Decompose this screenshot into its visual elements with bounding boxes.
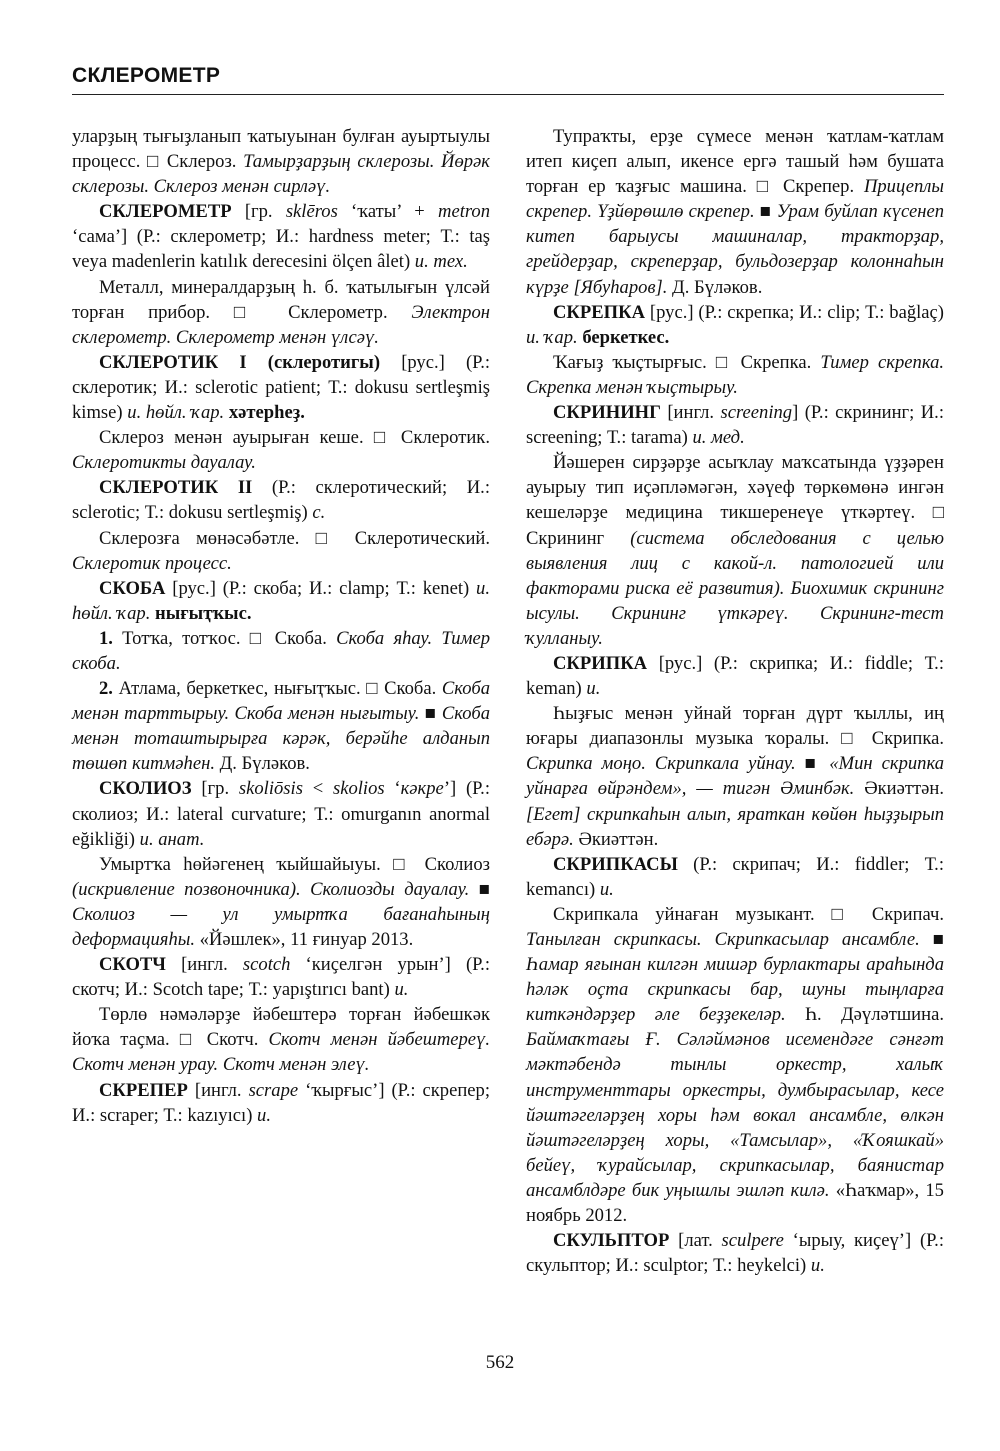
text-run: [рус.] (Р.: скоба; И.: clamp; Т.: kenet) (165, 577, 477, 599)
italic-text: sklēros (285, 201, 338, 223)
headword: СКЛЕРОМЕТР (99, 201, 232, 223)
italic-text: кәкре (400, 778, 444, 800)
text-run: Йәшерен сирҙәрҙе асыҡлау маҡсатында үҙҙәрен ауырыу тип иҫәпләмәгән, хәүеф төркөмөнә ингән кешеләрҙе медицина тикшеренеүе үткәртеү. □ Скрининг (526, 452, 944, 549)
text-run: [ингл. (187, 1079, 249, 1101)
text-run: ‘ҡырғыс’] (Р.: скрепер; И.: scraper; Т.: kazıyıcı) (72, 1079, 490, 1126)
dictionary-entry (526, 400, 944, 450)
italic-text: и. анат. (139, 828, 205, 850)
italic-text: и. (394, 979, 409, 1001)
text-run: Һыҙғыс менән уйнай торған дүрт ҡыллы, иң юғары диапазонлы музыка ҡоралы. □ Скрипка. (526, 703, 944, 750)
italic-text: «Мин скрипка уйнарға өйрәндем», — тигән Әминбәк. (526, 753, 944, 800)
italic-text: и. (257, 1104, 271, 1126)
italic-text: skoliōsis (238, 778, 303, 800)
entry-paragraph (72, 1002, 490, 1077)
entry-paragraph (526, 450, 944, 651)
entry-paragraph (72, 275, 490, 350)
italic-text: (искривление позвоночника). Сколиозды дауалау. (72, 878, 470, 900)
text-run: Скрипкала уйнаған музыкант. □ Скрипач. (553, 903, 944, 925)
text-run: ■ (795, 753, 830, 775)
headword: СКРИНИНГ (553, 402, 661, 424)
text-run: [ингл. (165, 954, 243, 976)
italic-text: и. (599, 878, 614, 900)
italic-text: с. (312, 502, 326, 524)
italic-text: Сколиоз — ул умыртҡа бағанаһының деформацияһы. (72, 903, 490, 950)
text-run: Д. Бүләков. (214, 753, 310, 775)
italic-text: Скоба менән тоташтырырға кәрәк, берәйһе алданып төшөп китмәһен. (72, 703, 490, 775)
italic-text: screening (720, 402, 793, 424)
text-run: [гр. (231, 201, 286, 223)
entry-paragraph (72, 425, 490, 475)
dictionary-entry (72, 776, 490, 851)
headword: СКРИПКАСЫ (553, 853, 678, 875)
dictionary-entry (72, 199, 490, 274)
italic-text: [Егет] скрипкаһын алып, яраткан көйөн һыҙҙырып ебәрә. (526, 803, 944, 850)
headword: СКУЛЬПТОР (553, 1230, 670, 1252)
entry-paragraph (72, 124, 490, 199)
text-run: «Һаҡмар», 15 ноябрь 2012. (526, 1179, 944, 1227)
text-run: < (302, 778, 333, 800)
headword: СКРЕПЕР (99, 1079, 188, 1101)
text-run: Склероз менән ауырыған кеше. □ Склеротик. (99, 427, 490, 449)
text-run: Д. Бүләков. (667, 276, 763, 298)
text-run: Әкиәттән. (573, 828, 659, 850)
italic-text: и. һөйл. ҡар. (72, 577, 490, 624)
italic-text: Склеротикты дауалау. (72, 452, 256, 474)
dictionary-entry (72, 350, 490, 425)
text-run: [лат. (669, 1230, 722, 1252)
italic-text: и. тех. (414, 251, 468, 273)
text-run: уларҙың тығыҙланып ҡатыуынан булған ауыртыулы процесс. □ Склероз. (72, 126, 490, 173)
italic-text: Скоба яһау. Тимер скоба. (72, 627, 490, 674)
bold-text: беркеткес. (582, 326, 670, 348)
entry-paragraph (526, 124, 944, 300)
text-run: Ҡағыҙ ҡыҫтырғыс. □ Скрепка. (553, 351, 821, 373)
text-run: [гр. (191, 778, 239, 800)
italic-text: scrape (248, 1079, 299, 1101)
italic-text: sculpere (721, 1230, 784, 1252)
headword: СКРЕПКА (553, 301, 646, 323)
text-run: Төрлө нәмәләрҙе йәбештерә торған йәбешкәк йоҡа таҫма. □ Скотч. (72, 1004, 490, 1051)
bold-text: 2. (99, 678, 113, 700)
italic-text: Скотч менән йәбештереү. Скотч менән урау. Скотч менән элеү. (72, 1029, 490, 1076)
italic-text: (система обследования с целью выявления лиц с какой-л. патологией или факторами риска её развития). Биохимик скрининг ысулы. Скрининг үткәреү. Скрининг-тест ҡулланыу. (526, 527, 944, 649)
italic-text: и. һөйл. ҡар. (127, 402, 225, 424)
entry-paragraph (526, 701, 944, 852)
running-head: СКЛЕРОМЕТР (72, 64, 221, 87)
text-run: Тотҡа, тотҡос. □ Скоба. (112, 627, 337, 649)
text-run: Умыртҡа һөйәгенең ҡыйшайыуы. □ Сколиоз (99, 853, 490, 875)
page-header (72, 64, 944, 95)
italic-text: Электрон склерометр. Склерометр менән үлсәү. (72, 301, 490, 348)
entry-paragraph (526, 350, 944, 400)
text-run: Металл, минералдарҙың һ. б. ҡатылығын үлсәй торған прибор. □ Склерометр. (72, 276, 490, 323)
text-run: ■ (419, 703, 442, 725)
dictionary-entry (526, 1228, 944, 1278)
italic-text: и. мед. (692, 427, 745, 449)
headword: СКРИПКА (553, 652, 648, 674)
entry-paragraph (72, 676, 490, 776)
dictionary-entry (72, 475, 490, 525)
headword: СКОБА (99, 577, 166, 599)
italic-text: Баймаҡтағы Ғ. Сәләймәнов исемендәге сәнғәт мәктәбендә тынлы оркестр, халыҡ инструменттары оркестры, думбырасылар, кесе йәштәгеләрҙең хоры һәм вокал ансамбле, өлкән йәштәгеләрҙең хоры, «Тамсылар», «Ҡояшкай» бейеү, ҡурайсылар, скрипкасылар, баянистар ансамблдәре бик уңышлы эшләп килә. (526, 1029, 944, 1201)
text-run: ‘ (384, 778, 401, 800)
italic-text: Урам буйлап күсенеп китеп барыусы машиналар, тракторҙар, грейдерҙар, скреперҙар, бульдозерҙар колоннаһын күрҙе [Ябуһаров]. (526, 201, 945, 298)
left-column (72, 124, 490, 1128)
italic-text: Һамар яғынан килгән мишәр бурлактары араһында һәләк оҫта скрипкасы бар, шуны тыңларға киткәндәрҙер әле беҙҙекеләр. (526, 954, 944, 1026)
bold-text: 1. (99, 627, 113, 649)
text-run: [ингл. (660, 402, 721, 424)
right-column (526, 124, 944, 1278)
italic-text: metron (438, 201, 491, 223)
text-run: ‘киҫелгән урын’] (Р.: скотч; И.: Scotch tape; Т.: yapıştırıcı bant) (72, 954, 490, 1001)
text-run: Әкиәттән. (854, 778, 944, 800)
bold-text: хәтерһеҙ. (228, 402, 305, 424)
italic-text: и. ҡар. (526, 326, 578, 348)
text-run: [рус.] (Р.: скрипка; И.: fiddle; Т.: keman) (526, 652, 944, 700)
italic-text: Скоба менән тарттырыу. Скоба менән нығытыу. (72, 678, 490, 725)
dictionary-entry (72, 1078, 490, 1128)
italic-text: и. (810, 1255, 825, 1277)
text-run: Атлама, беркеткес, нығыҭҡыс. □ Скоба. (112, 678, 442, 700)
headword: СКЛЕРОТИК II (99, 477, 253, 499)
text-run: ‘ырыу, киҫеү’] (Р.: скульптор; И.: sculptor; Т.: heykelci) (526, 1230, 944, 1277)
text-run: ■ (919, 929, 944, 950)
text-run: ] (Р.: скрининг; И.: screening; Т.: tarama) (526, 402, 944, 449)
text-run: ‘ҡаты’ + (337, 201, 439, 223)
italic-text: skolios (332, 778, 385, 800)
text-run: Тупраҡты, ерҙе сүмесе менән ҡатлам-ҡатлам итеп киҫеп алып, икенсе ергә ташый һәм бушата торған ер ҡаҙғыс машина. □ Скрепер. (526, 126, 944, 198)
page-number: 562 (485, 1352, 515, 1373)
text-run: (Р.: скрипач; И.: fiddler; Т.: kemancı) (526, 853, 944, 900)
entry-paragraph (72, 852, 490, 952)
italic-text: Скрипка моңо. Скрипкала уйнау. (526, 753, 796, 775)
entry-paragraph (72, 626, 490, 676)
entry-paragraph (72, 526, 490, 576)
italic-text: и. (586, 678, 601, 700)
dictionary-entry (526, 852, 944, 902)
dictionary-entry (526, 300, 944, 350)
italic-text: Танылған скрипкасы. Скрипкасылар ансамбле. (526, 929, 920, 950)
bold-text: нығыҭҡыс. (155, 602, 252, 624)
text-run: [рус.] (Р.: скрепка; И.: clip; Т.: bağlaç) (645, 301, 944, 323)
text-run: ’] (Р.: сколиоз; И.: lateral curvature; Т.: omurganın anormal eğikliği) (72, 778, 490, 850)
italic-text: Тимер скрепка. Скрепка менән ҡыҫтырыу. (526, 351, 945, 398)
text-run: (Р.: склеротический; И.: sclerotic; Т.: dokusu sertleşmiş) (72, 477, 490, 524)
italic-text: Тамырҙарҙың склерозы. Йөрәк склерозы. Склероз менән сирләү. (72, 151, 490, 198)
text-run: ■ (754, 201, 777, 223)
headword: СКЛЕРОТИК I (склеротигы) (99, 351, 381, 373)
text-run: ‘сама’] (Р.: склерометр; И.: hardness meter; Т.: taş veya madenlerin katılık derecesini ölçen âlet) (72, 226, 490, 273)
text-run: «Йәшлек», 11 ғинуар 2013. (194, 929, 414, 950)
italic-text: Склеротик процесс. (72, 552, 232, 574)
text-run: Склерозға мөнәсәбәтле. □ Склеротический. (99, 527, 490, 549)
dictionary-entry (72, 576, 490, 626)
headword: СКОТЧ (99, 954, 166, 976)
text-run: ■ (469, 878, 490, 900)
italic-text: Прицеплы скрепер. Үҙйөрөшлө скрепер. (526, 176, 944, 223)
dictionary-entry (526, 651, 944, 701)
headword: СКОЛИОЗ (99, 778, 192, 800)
entry-paragraph (526, 902, 944, 1228)
italic-text: scotch (242, 954, 291, 976)
text-run: Һ. Дәүләтшина. (785, 1004, 944, 1026)
text-run: [рус.] (Р.: склеротик; И.: sclerotic patient; Т.: dokusu sertleşmiş kimse) (72, 351, 491, 424)
dictionary-entry (72, 952, 490, 1002)
